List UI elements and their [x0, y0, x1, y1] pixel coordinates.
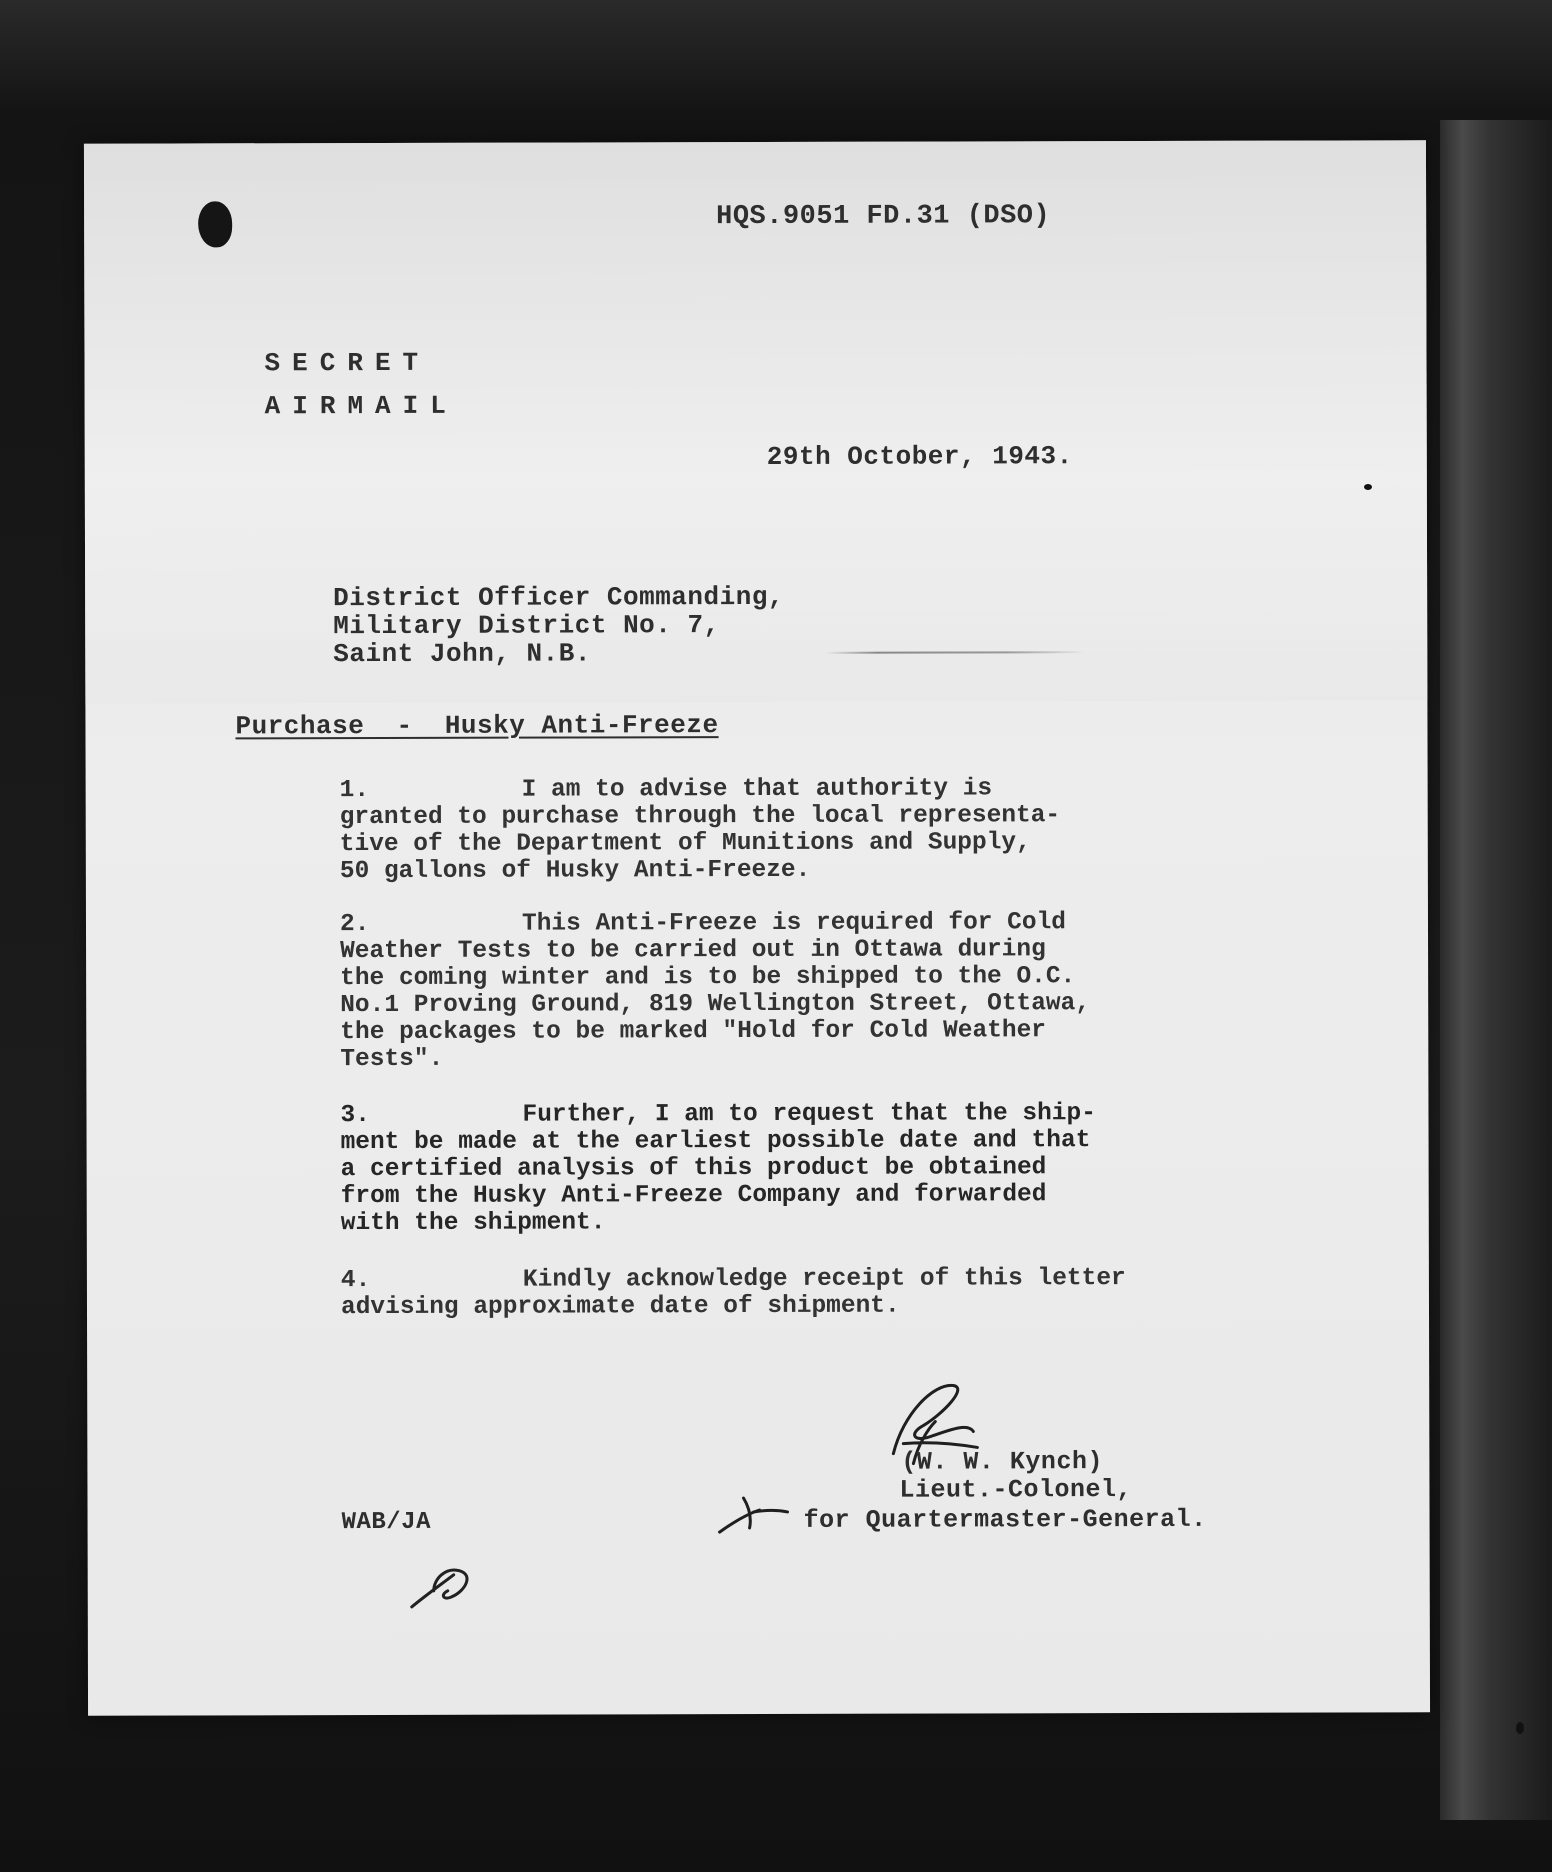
paragraph-4	[341, 1265, 1321, 1322]
film-speck	[1364, 484, 1372, 490]
addressee-line-3: Saint John, N.B.	[333, 638, 591, 670]
paragraph-number: 1.	[339, 777, 370, 805]
pen-mark	[713, 1488, 793, 1538]
paragraph-line: the packages to be marked "Hold for Cold Weather	[340, 1017, 1047, 1047]
film-edge	[1440, 120, 1552, 1820]
delivery-label: AIRMAIL	[264, 390, 458, 422]
signatory-office: for Quartermaster-General.	[803, 1504, 1207, 1535]
signatory-rank: Lieut.-Colonel,	[899, 1475, 1133, 1505]
paragraph-line: with the shipment.	[340, 1209, 606, 1238]
paragraph-3	[340, 1100, 1320, 1238]
paragraph-line: the coming winter and is to be shipped to the O.C.	[340, 963, 1076, 993]
addressee-line-2: Military District No. 7,	[333, 610, 720, 642]
paragraph-line: I am to advise that authority is	[521, 775, 993, 804]
paragraph-line: tive of the Department of Munitions and Supply,	[339, 829, 1031, 859]
paragraph-line: ment be made at the earliest possible date and that	[340, 1127, 1091, 1157]
addressee-line-1: District Officer Commanding,	[333, 581, 785, 614]
paragraph-line: Weather Tests to be carried out in Ottawa during	[340, 936, 1046, 966]
paragraph-line: Tests".	[340, 1045, 444, 1074]
classification-label: SECRET	[264, 347, 431, 379]
paragraph-line: granted to purchase through the local representa-	[339, 802, 1061, 832]
letter-page	[84, 140, 1430, 1716]
paragraph-1	[340, 775, 1320, 886]
paragraph-line: Further, I am to request that the ship-	[522, 1100, 1096, 1129]
paragraph-line: No.1 Proving Ground, 819 Wellington Street, Ottawa,	[340, 990, 1091, 1020]
paragraph-line: advising approximate date of shipment.	[340, 1292, 900, 1322]
paragraph-number: 2.	[339, 911, 370, 939]
file-reference: HQS.9051 FD.31 (DSO)	[716, 201, 1051, 233]
signatory-name: (W. W. Kynch)	[901, 1447, 1103, 1477]
paragraph-line: Kindly acknowledge receipt of this letter	[522, 1265, 1126, 1294]
paragraph-line: a certified analysis of this product be obtained	[340, 1154, 1047, 1184]
handwritten-initial	[404, 1557, 484, 1617]
subject-line: Purchase - Husky Anti-Freeze	[235, 710, 719, 742]
typist-initials: WAB/JA	[341, 1508, 432, 1537]
paragraph-line: 50 gallons of Husky Anti-Freeze.	[339, 856, 811, 886]
letter-date: 29th October, 1943.	[766, 441, 1073, 472]
film-speck	[1516, 1722, 1524, 1734]
paragraph-number: 4.	[340, 1267, 371, 1295]
punch-hole	[198, 201, 232, 247]
paragraph-number: 3.	[340, 1102, 370, 1130]
paragraph-2	[340, 909, 1320, 1074]
paragraph-line: from the Husky Anti-Freeze Company and forwarded	[340, 1181, 1047, 1211]
paragraph-line: This Anti-Freeze is required for Cold	[521, 909, 1067, 938]
